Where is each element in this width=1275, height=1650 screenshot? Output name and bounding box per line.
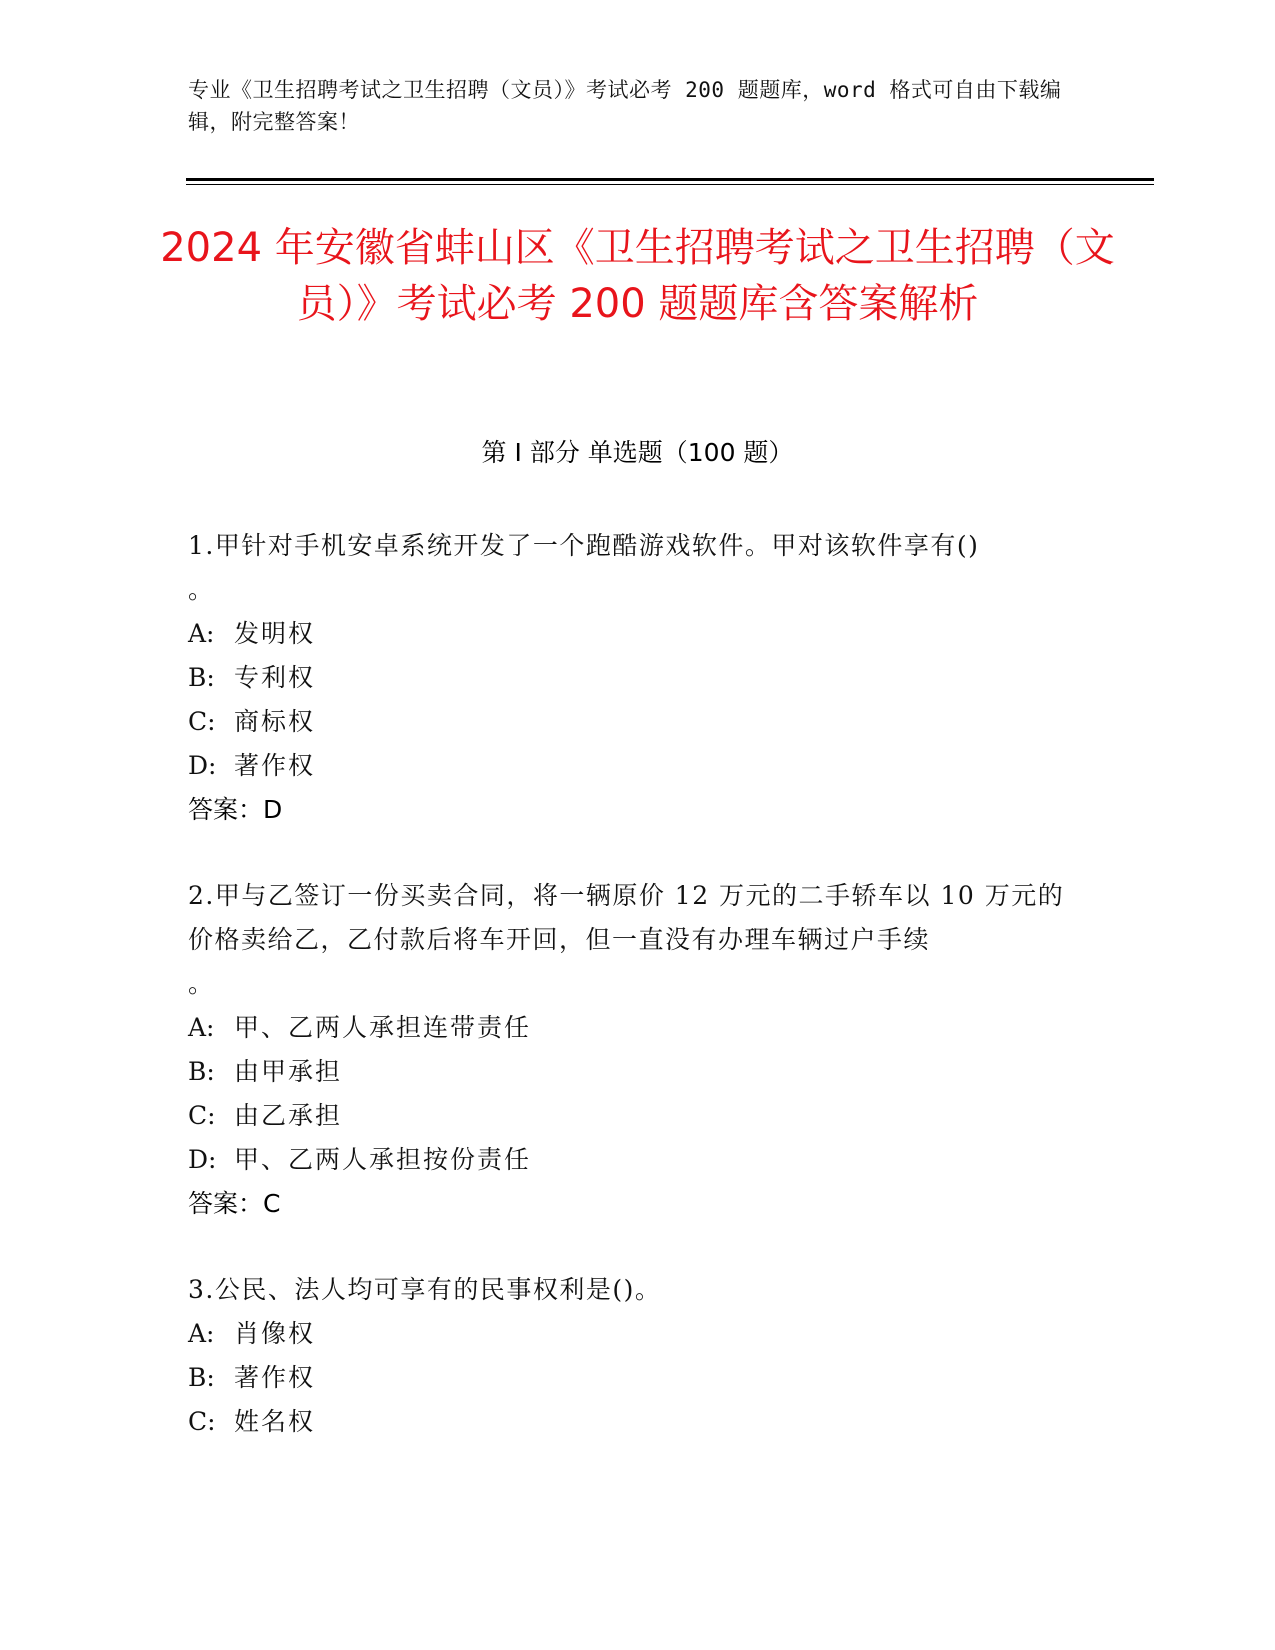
option-letter: D:	[188, 751, 217, 780]
option-text: 著作权	[234, 1363, 316, 1392]
question-end-mark: 。	[188, 575, 215, 604]
option-letter: C:	[188, 707, 216, 736]
option-d	[188, 1138, 1068, 1182]
option-text: 发明权	[234, 619, 316, 648]
question-end-mark: 。	[188, 969, 215, 998]
option-b	[188, 1050, 1068, 1094]
option-text: 肖像权	[234, 1319, 316, 1348]
question-text: 3.公民、法人均可享有的民事权利是()。	[188, 1275, 662, 1304]
option-a	[188, 1006, 1068, 1050]
section-title: 第 I 部分 单选题（100 题）	[481, 438, 794, 467]
option-letter: B:	[188, 1057, 215, 1086]
header-note: 专业《卫生招聘考试之卫生招聘（文员）》考试必考 200 题题库，word 格式可自由下载编辑，附完整答案！	[188, 78, 1062, 134]
question-stem	[188, 524, 1068, 612]
option-b	[188, 656, 1068, 700]
question-stem	[188, 1268, 1068, 1312]
option-text: 由乙承担	[234, 1101, 343, 1130]
option-c	[188, 1400, 1068, 1444]
option-c	[188, 1094, 1068, 1138]
option-text: 专利权	[234, 663, 316, 692]
question-text: 1.甲针对手机安卓系统开发了一个跑酷游戏软件。甲对该软件享有()	[188, 531, 980, 560]
option-a	[188, 612, 1068, 656]
question-stem	[188, 874, 1068, 1006]
option-a	[188, 1312, 1068, 1356]
option-letter: D:	[188, 1145, 217, 1174]
option-text: 著作权	[234, 751, 316, 780]
answer-line: 答案：C	[188, 1189, 281, 1218]
option-letter: C:	[188, 1407, 216, 1436]
question-2	[188, 874, 1068, 1226]
document-title: 2024 年安徽省蚌山区《卫生招聘考试之卫生招聘（文员）》考试必考 200 题题库含答案解析	[160, 225, 1115, 327]
question-1	[188, 524, 1068, 832]
option-letter: C:	[188, 1101, 216, 1130]
option-d	[188, 744, 1068, 788]
option-letter: A:	[188, 619, 215, 648]
option-text: 由甲承担	[234, 1057, 343, 1086]
answer-line: 答案：D	[188, 795, 283, 824]
option-b	[188, 1356, 1068, 1400]
option-c	[188, 700, 1068, 744]
header-rule-thick	[186, 178, 1154, 181]
option-letter: A:	[188, 1319, 215, 1348]
option-text: 甲、乙两人承担按份责任	[234, 1145, 532, 1174]
option-text: 甲、乙两人承担连带责任	[234, 1013, 532, 1042]
option-letter: A:	[188, 1013, 215, 1042]
option-letter: B:	[188, 663, 215, 692]
option-text: 姓名权	[234, 1407, 316, 1436]
question-text: 2.甲与乙签订一份买卖合同，将一辆原价 12 万元的二手轿车以 10 万元的价格卖给乙，乙付款后将车开回，但一直没有办理车辆过户手续	[188, 881, 1065, 954]
header-rule-thin	[186, 184, 1154, 185]
option-letter: B:	[188, 1363, 215, 1392]
question-3	[188, 1268, 1068, 1444]
question-list	[188, 524, 1068, 1486]
option-text: 商标权	[234, 707, 316, 736]
